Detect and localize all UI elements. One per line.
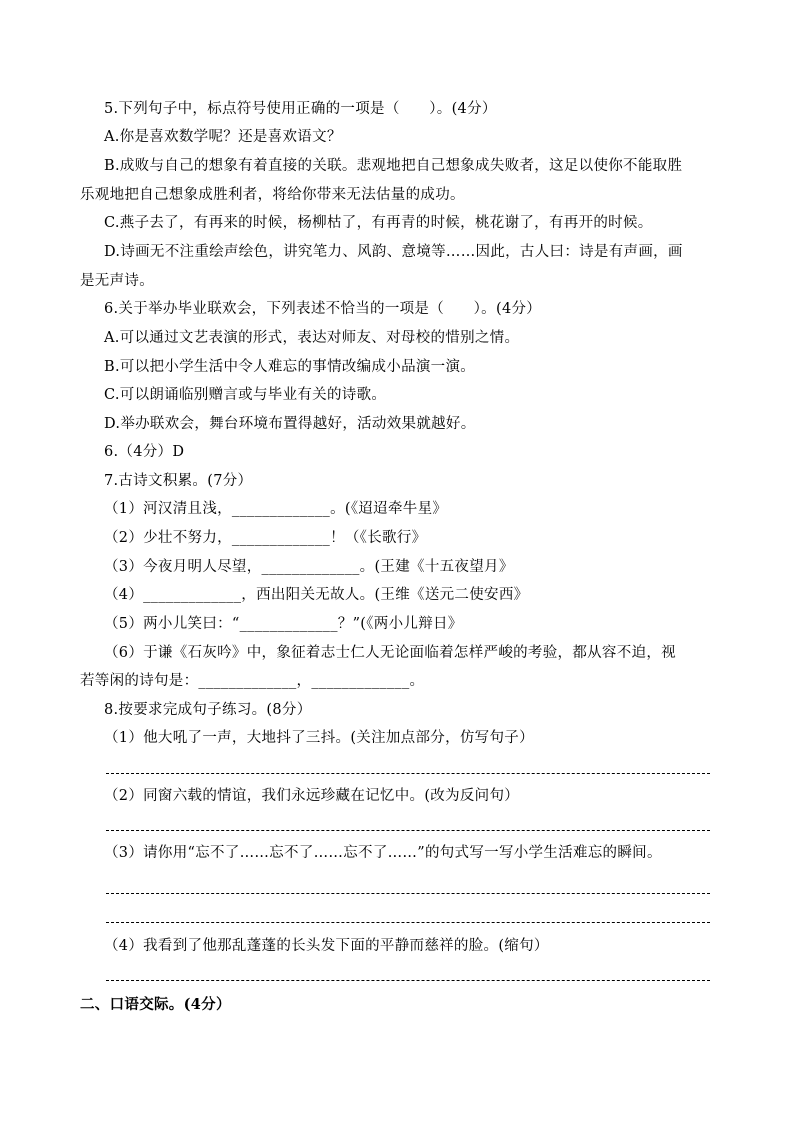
q6-stem: 6.关于举办毕业联欢会，下列表述不恰当的一项是（ ）。(4分） [104, 301, 542, 317]
q7-item-4: （4）_____________，西出阳关无故人。(王维《送元二使安西》 [104, 587, 529, 603]
answer-line [106, 980, 710, 981]
q7-item-5: （5）两小儿笑曰：“_____________？”(《两小儿辩日》 [104, 616, 463, 632]
q6-option-b: B.可以把小学生活中令人难忘的事情改编成小品演一演。 [104, 359, 476, 375]
q6-option-a: A.可以通过文艺表演的形式，表达对师友、对母校的惜别之情。 [104, 330, 520, 346]
section-2-heading: 二、口语交际。(4分） [80, 996, 231, 1013]
q7-item-1: （1）河汉清且浅，_____________。(《迢迢牵牛星》 [104, 501, 448, 517]
q6-option-c: C.可以朗诵临别赠言或与毕业有关的诗歌。 [104, 387, 387, 403]
q7-item-2: （2）少壮不努力，_____________！（《长歌行》 [104, 530, 427, 546]
q8-item-1: （1）他大吼了一声，大地抖了三抖。(关注加点部分，仿写句子） [104, 730, 534, 746]
q5-option-c: C.燕子去了，有再来的时候，杨柳枯了，有再青的时候，桃花谢了，有再开的时候。 [104, 215, 653, 231]
answer-line [106, 922, 710, 923]
q8-stem: 8.按要求完成句子练习。(8分） [104, 702, 312, 718]
q6-option-d: D.举办联欢会，舞台环境布置得越好，活动效果就越好。 [104, 416, 476, 432]
answer-line [106, 830, 710, 831]
q6-answer: 6.（4分）D [104, 444, 185, 460]
q5-stem: 5.下列句子中，标点符号使用正确的一项是（ ）。(4分） [104, 101, 497, 117]
q7-item-3: （3）今夜月明人尽望，_____________。(王建《十五夜望月》 [104, 559, 514, 575]
q8-item-4: （4）我看到了他那乱蓬蓬的长头发下面的平静而慈祥的脸。(缩句） [104, 938, 549, 954]
q5-option-d-line1: D.诗画无不注重绘声绘色，讲究笔力、风韵、意境等……因此，古人曰：诗是有声画，画 [104, 244, 683, 260]
answer-line [106, 773, 710, 774]
answer-line [106, 893, 710, 894]
q8-item-2: （2）同窗六载的情谊，我们永远珍藏在记忆中。(改为反问句） [104, 788, 520, 804]
q7-stem: 7.古诗文积累。(7分） [104, 473, 253, 489]
q5-option-b-line2: 乐观地把自己想象成胜利者，将给你带来无法估量的成功。 [80, 187, 465, 203]
q5-option-b-line1: B.成败与自己的想象有着直接的关联。悲观地把自己想象成失败者，这足以使你不能取胜 [104, 158, 683, 174]
q5-option-a: A.你是喜欢数学呢？还是喜欢语文？ [104, 129, 342, 145]
q8-item-3: （3）请你用“忘不了……忘不了……忘不了……”的句式写一写小学生活难忘的瞬间。 [104, 845, 662, 861]
q7-item-6-line2: 若等闲的诗句是：_____________，_____________。 [80, 673, 425, 689]
q7-item-6-line1: （6）于谦《石灰吟》中，象征着志士仁人无论面临着怎样严峻的考验，都从容不迫，视 [104, 645, 676, 661]
q5-option-d-line2: 是无声诗。 [80, 273, 154, 289]
